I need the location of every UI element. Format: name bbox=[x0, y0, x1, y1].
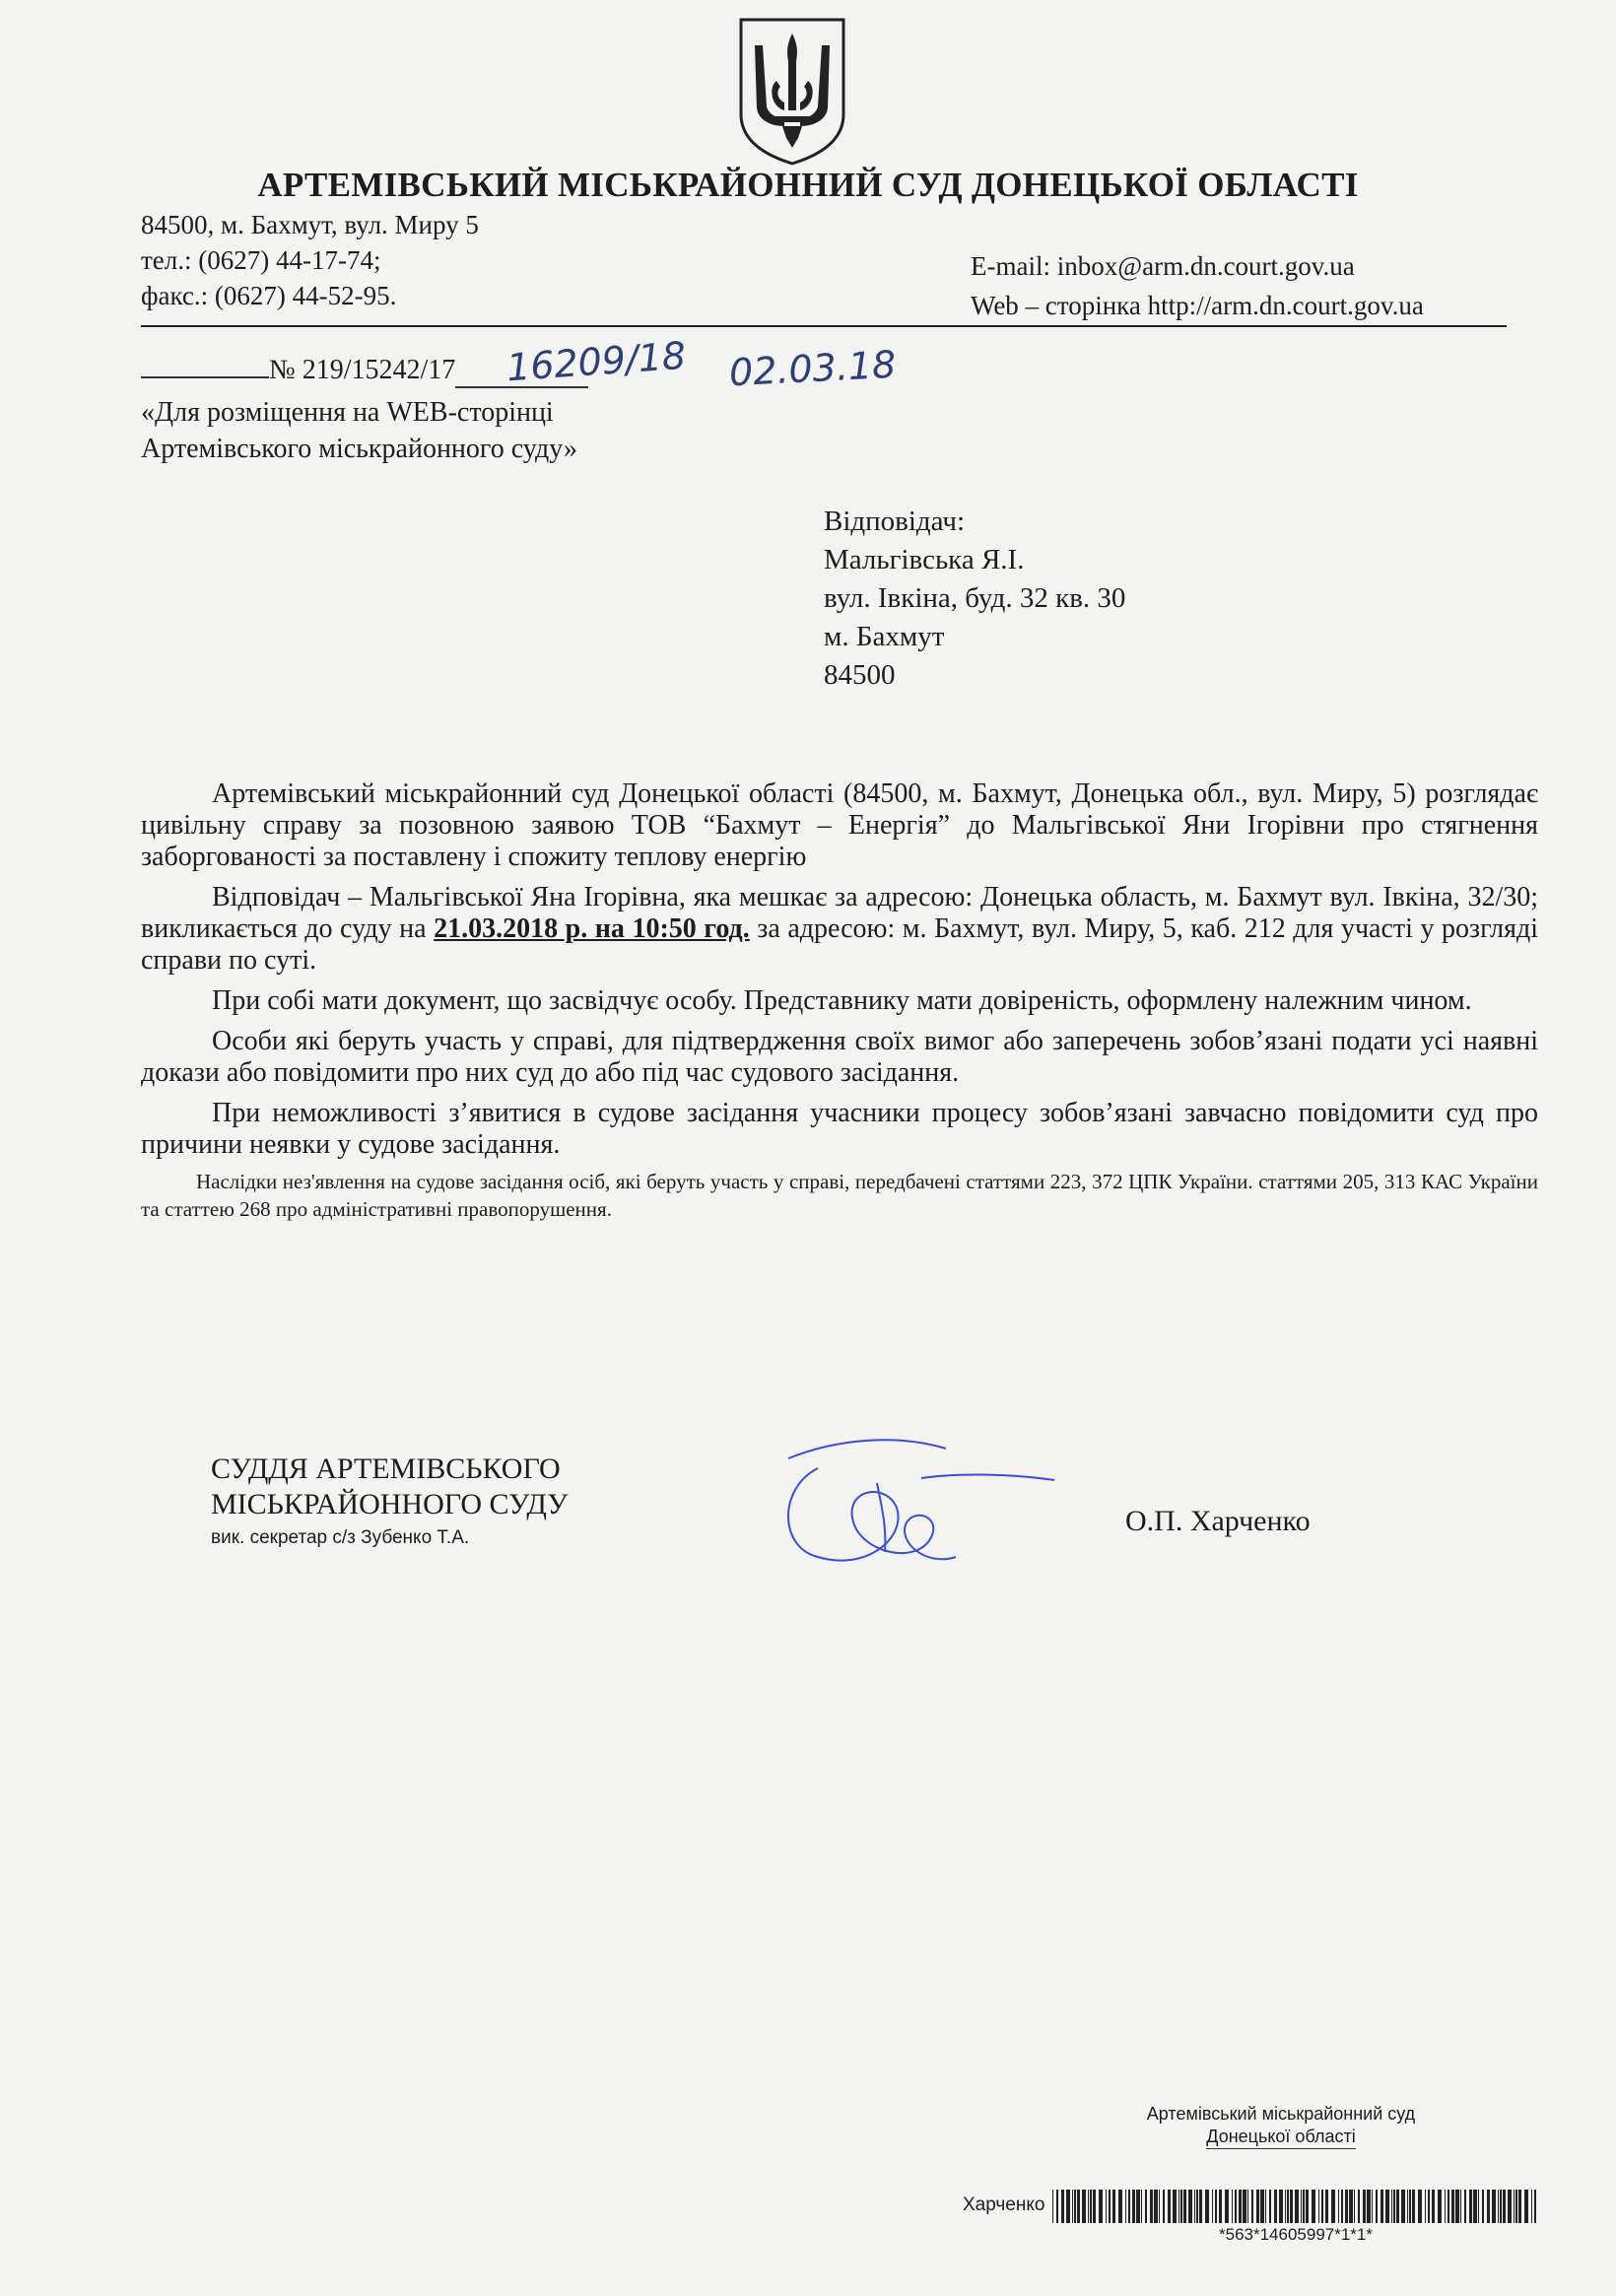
barcode-bar bbox=[1163, 2190, 1165, 2223]
court-phone: тел.: (0627) 44-17-74; bbox=[141, 245, 381, 275]
barcode-bar bbox=[1518, 2190, 1521, 2223]
barcode-bar bbox=[1196, 2190, 1198, 2223]
barcode-bar bbox=[1455, 2190, 1459, 2223]
barcode-bar bbox=[1099, 2190, 1103, 2223]
barcode-bar bbox=[1066, 2190, 1070, 2223]
barcode-bar bbox=[1132, 2190, 1135, 2223]
letter-body bbox=[141, 778, 1538, 1232]
body-paragraph-summons bbox=[141, 882, 1538, 977]
summons-text: Відповідач – Мальгівської Яна Ігорівна, яка мешкає за адресою: Донецька область, м. Бахмут вул. Івкіна, 32/30; викликається до суду на bbox=[141, 882, 1538, 944]
barcode-bar bbox=[1125, 2190, 1126, 2223]
body-paragraph: Особи які беруть участь у справі, для підтвердження своїх вимог або заперечень зобов’язані подати усі наявні докази або повідомити про них суд до або під час судового засідання. bbox=[141, 1026, 1538, 1088]
barcode-bar bbox=[1290, 2190, 1293, 2223]
barcode-bar bbox=[1061, 2190, 1064, 2223]
barcode-bar bbox=[1469, 2190, 1472, 2223]
judge-title-line: СУДДЯ АРТЕМІВСЬКОГО bbox=[211, 1452, 561, 1485]
barcode-bar bbox=[1338, 2190, 1339, 2223]
barcode-bar bbox=[1318, 2190, 1319, 2223]
barcode-bar bbox=[1432, 2190, 1435, 2223]
barcode-number: *563*14605997*1*1* bbox=[1219, 2225, 1373, 2244]
barcode-bar bbox=[1235, 2190, 1237, 2223]
barcode-bar bbox=[1401, 2190, 1405, 2223]
barcode-bar bbox=[1106, 2190, 1107, 2223]
barcode-bar bbox=[1088, 2190, 1089, 2223]
barcode-bar bbox=[1074, 2190, 1076, 2223]
court-contacts bbox=[141, 207, 479, 313]
barcode-bar bbox=[1243, 2190, 1246, 2223]
barcode-bar bbox=[1354, 2190, 1355, 2223]
barcode-bar bbox=[1445, 2190, 1446, 2223]
court-online-contacts bbox=[971, 246, 1424, 325]
barcode-bar bbox=[1412, 2190, 1415, 2223]
barcode-bar bbox=[1279, 2190, 1283, 2223]
barcode-bar bbox=[1274, 2190, 1277, 2223]
barcode-bar bbox=[1393, 2190, 1395, 2223]
barcode-bar bbox=[1168, 2190, 1171, 2223]
handwritten-date: 02.03.18 bbox=[727, 342, 898, 395]
barcode-bar bbox=[1239, 2190, 1242, 2223]
barcode-label: Харченко bbox=[963, 2195, 1045, 2215]
barcode-bar bbox=[1503, 2190, 1506, 2223]
barcode-bar bbox=[1418, 2190, 1422, 2223]
barcode-bar bbox=[1301, 2190, 1302, 2223]
barcode-bar bbox=[1482, 2190, 1484, 2223]
barcode-bar bbox=[1118, 2190, 1122, 2223]
barcode-bar bbox=[1448, 2190, 1449, 2223]
body-paragraph: Артемівський міськрайонний суд Донецької області (84500, м. Бахмут, Донецька обл., вул. Миру, 5) розглядає цивільну справу за позовною заявою ТОВ “Бахмут – Енергія” до Мальгівської Яни Ігорівни про стягнення заборгованості за поставлену і спожиту теплову енергію bbox=[141, 778, 1538, 872]
barcode-bar bbox=[1451, 2190, 1454, 2223]
header-divider bbox=[141, 325, 1507, 327]
barcode-bar bbox=[1312, 2190, 1315, 2223]
barcode-bar bbox=[1367, 2190, 1371, 2223]
registry-stamp bbox=[1133, 2103, 1429, 2149]
barcode-bar bbox=[1077, 2190, 1080, 2223]
barcode-bar bbox=[1534, 2190, 1536, 2223]
barcode-bar bbox=[1473, 2190, 1477, 2223]
web-publication-note bbox=[141, 394, 577, 467]
barcode-bar bbox=[1199, 2190, 1202, 2223]
barcode-bar bbox=[1183, 2190, 1186, 2223]
blank-field bbox=[141, 355, 269, 378]
barcode-bar bbox=[1269, 2190, 1271, 2223]
barcode-bar bbox=[1219, 2190, 1222, 2223]
barcode-bar bbox=[1287, 2190, 1289, 2223]
handwritten-signature bbox=[759, 1429, 1064, 1577]
recipient-block bbox=[824, 503, 1125, 695]
legal-consequences-note: Наслідки нез'явлення на судове засідання осіб, які беруть участь у справі, передбачені статтями 223, 372 ЦПК України. статтями 205, 313 КАС України та статтею 268 про адміністративні правопорушення. bbox=[141, 1170, 1538, 1221]
barcode-bar bbox=[1251, 2190, 1253, 2223]
court-website: Web – сторінка http://arm.dn.court.gov.ua bbox=[971, 291, 1424, 320]
court-email: E-mail: inbox@arm.dn.court.gov.ua bbox=[971, 251, 1355, 281]
barcode-bar bbox=[1256, 2190, 1259, 2223]
barcode-bar bbox=[1325, 2190, 1328, 2223]
barcode-bar bbox=[1464, 2190, 1466, 2223]
barcode-bar bbox=[1056, 2190, 1058, 2223]
body-paragraph: При собі мати документ, що засвідчує особу. Представнику мати довіреність, оформлену належним чином. bbox=[212, 985, 1472, 1016]
barcode-bar bbox=[1265, 2190, 1266, 2223]
handwritten-outgoing-number: 16209/18 bbox=[505, 333, 688, 390]
body-paragraph: При неможливості з’явитися в судове засідання учасники процесу зобов’язані завчасно повідомити суд про причини неявки у судове засідання. bbox=[141, 1098, 1538, 1160]
barcode-bar bbox=[1358, 2190, 1360, 2223]
barcode-bar bbox=[1128, 2190, 1130, 2223]
web-note-line: «Для розміщення на WEB-сторінці bbox=[141, 397, 554, 428]
barcode-bar bbox=[1090, 2190, 1092, 2223]
barcode-bar bbox=[1178, 2190, 1179, 2223]
barcode-bar bbox=[1303, 2190, 1305, 2223]
barcode-bar bbox=[1428, 2190, 1430, 2223]
barcode-bar bbox=[1180, 2190, 1182, 2223]
barcode-bar bbox=[1487, 2190, 1490, 2223]
barcode-bar bbox=[1385, 2190, 1389, 2223]
barcode-bar bbox=[1159, 2190, 1160, 2223]
barcode-bar bbox=[1082, 2190, 1086, 2223]
barcode-bar bbox=[1212, 2190, 1213, 2223]
barcode-bar bbox=[1109, 2190, 1111, 2223]
barcode-bar bbox=[1524, 2190, 1528, 2223]
recipient-role: Відповідач: bbox=[824, 506, 966, 537]
barcode-bar bbox=[1232, 2190, 1233, 2223]
web-note-line: Артемівського міськрайонного суду» bbox=[141, 434, 577, 464]
barcode-bar bbox=[1380, 2190, 1383, 2223]
barcode-bar bbox=[1194, 2190, 1195, 2223]
barcode-bar bbox=[1306, 2190, 1309, 2223]
barcode-bar bbox=[1498, 2190, 1499, 2223]
barcode-bar bbox=[1372, 2190, 1373, 2223]
barcode-bar bbox=[1321, 2190, 1323, 2223]
barcode-bar bbox=[1391, 2190, 1392, 2223]
barcode-bar bbox=[1295, 2190, 1299, 2223]
barcode-bar bbox=[1052, 2190, 1053, 2223]
barcode-bar bbox=[1173, 2190, 1177, 2223]
barcode bbox=[1052, 2190, 1539, 2223]
barcode-bar bbox=[1112, 2190, 1115, 2223]
judge-title bbox=[211, 1452, 568, 1522]
barcode-bar bbox=[1508, 2190, 1512, 2223]
case-number: № 219/15242/17 bbox=[269, 355, 456, 385]
secretary-note: вик. секретар с/з Зубенко Т.А. bbox=[211, 1527, 470, 1548]
barcode-bar bbox=[1531, 2190, 1532, 2223]
barcode-bar bbox=[1331, 2190, 1335, 2223]
barcode-bar bbox=[1376, 2190, 1378, 2223]
recipient-city: м. Бахмут bbox=[824, 621, 945, 652]
barcode-bar bbox=[1145, 2190, 1147, 2223]
barcode-bar bbox=[1500, 2190, 1502, 2223]
barcode-bar bbox=[1363, 2190, 1366, 2223]
barcode-bar bbox=[1349, 2190, 1353, 2223]
judge-title-line: МІСЬКРАЙОННОГО СУДУ bbox=[211, 1488, 569, 1520]
barcode-bar bbox=[1093, 2190, 1096, 2223]
barcode-bar bbox=[1247, 2190, 1248, 2223]
judge-name: О.П. Харченко bbox=[1125, 1505, 1311, 1537]
barcode-bar bbox=[1438, 2190, 1442, 2223]
barcode-bar bbox=[1396, 2190, 1399, 2223]
barcode-bar bbox=[1285, 2190, 1286, 2223]
recipient-postcode: 84500 bbox=[824, 659, 896, 691]
barcode-bar bbox=[1072, 2190, 1073, 2223]
barcode-bar bbox=[1260, 2190, 1264, 2223]
stamp-line: Артемівський міськрайонний суд bbox=[1146, 2104, 1416, 2124]
court-title: АРТЕМІВСЬКИЙ МІСЬКРАЙОННИЙ СУД ДОНЕЦЬКОЇ ОБЛАСТІ bbox=[257, 166, 1359, 204]
barcode-bar bbox=[1514, 2190, 1515, 2223]
court-fax: факс.: (0627) 44-52-95. bbox=[141, 281, 397, 310]
barcode-bar bbox=[1205, 2190, 1209, 2223]
barcode-bar bbox=[1478, 2190, 1479, 2223]
barcode-bar bbox=[1154, 2190, 1158, 2223]
barcode-bar bbox=[1492, 2190, 1496, 2223]
barcode-bar bbox=[1341, 2190, 1343, 2223]
trident-emblem-icon bbox=[733, 12, 851, 169]
barcode-bar bbox=[1345, 2190, 1348, 2223]
barcode-bar bbox=[1407, 2190, 1408, 2223]
barcode-bar bbox=[1150, 2190, 1153, 2223]
recipient-name: Мальгівська Я.І. bbox=[824, 544, 1025, 575]
barcode-bar bbox=[1136, 2190, 1140, 2223]
barcode-bar bbox=[1215, 2190, 1217, 2223]
hearing-datetime: 21.03.2018 р. на 10:50 год. bbox=[434, 913, 750, 944]
summons-text: за адресою: м. Бахмут, вул. Миру, 5, каб. 212 для участі у розгляді справи по суті. bbox=[141, 913, 1539, 976]
barcode-bar bbox=[1409, 2190, 1411, 2223]
recipient-street: вул. Івкіна, буд. 32 кв. 30 bbox=[824, 582, 1126, 614]
barcode-bar bbox=[1425, 2190, 1426, 2223]
barcode-bar bbox=[1188, 2190, 1192, 2223]
barcode-bar bbox=[1225, 2190, 1229, 2223]
barcode-bar bbox=[1515, 2190, 1517, 2223]
barcode-bar bbox=[1460, 2190, 1461, 2223]
court-address: 84500, м. Бахмут, вул. Миру 5 bbox=[141, 210, 479, 239]
stamp-line: Донецької області bbox=[1206, 2126, 1355, 2149]
barcode-bar bbox=[1141, 2190, 1142, 2223]
